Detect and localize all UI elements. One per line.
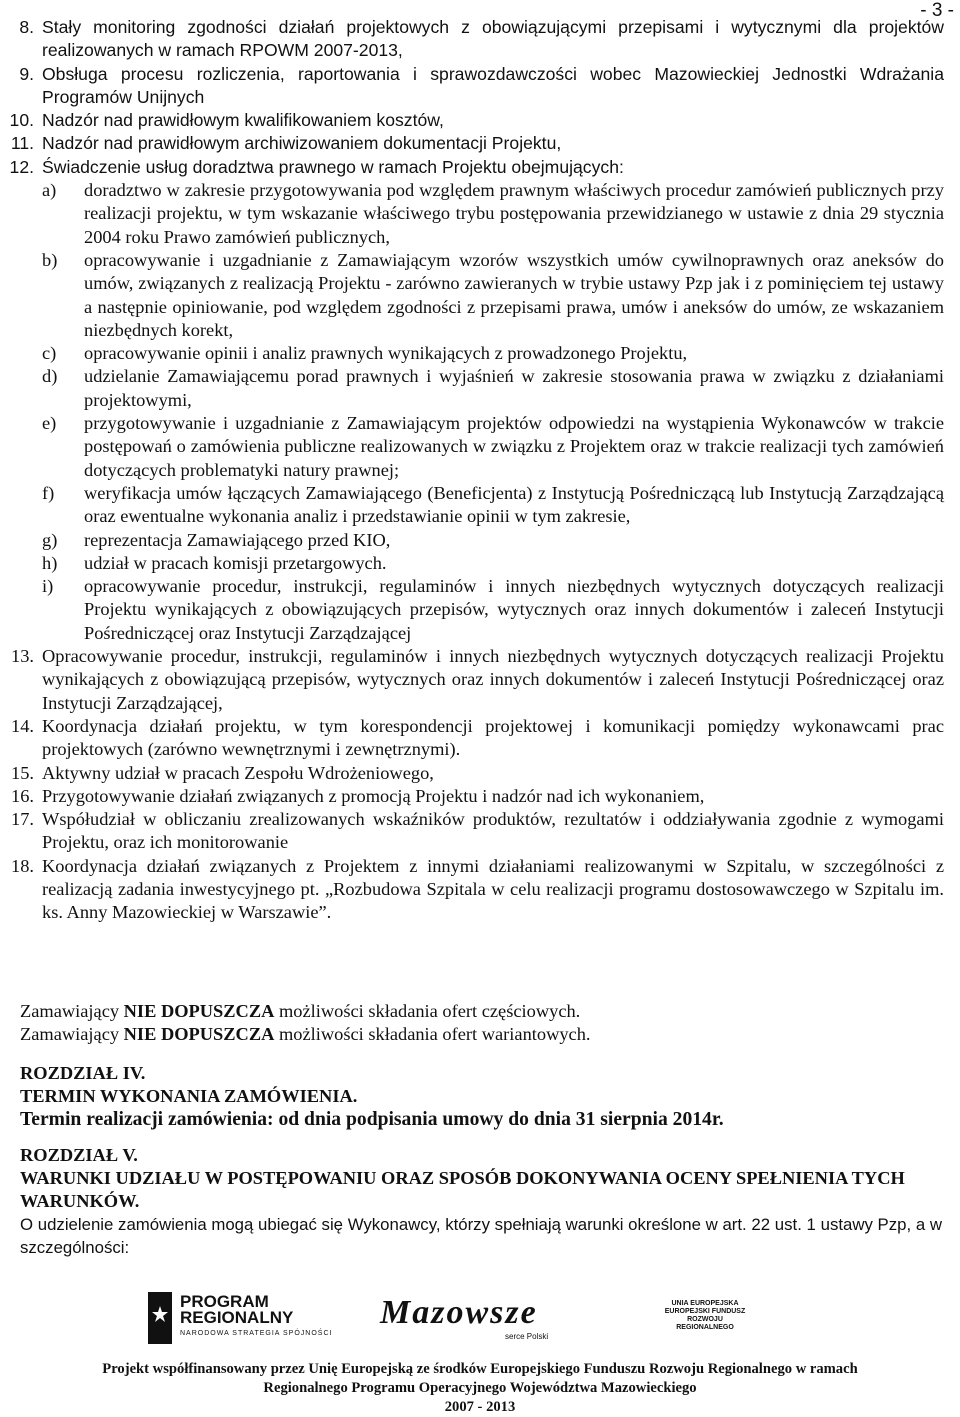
item-text: Nadzór nad prawidłowym kwalifikowaniem kosztów, — [42, 110, 444, 131]
item-number: 17. — [11, 809, 34, 830]
item-number: 8. — [19, 17, 34, 37]
item-number: 10. — [9, 110, 34, 131]
sub-item-text: przygotowywanie i uzgadnianie z Zamawiającym projektów odpowiedzi na wystąpienia Wykonawców w trakcie postępowań o zamówienia publiczne realizowanych w związku z Projektem oraz w trakcie realizacji tych zamówień dotyczących problematyki natury prawnej; — [84, 413, 944, 480]
page-number: - 3 - — [920, 0, 954, 21]
item-number: 18. — [11, 855, 34, 876]
chapter-5-title: WARUNKI UDZIAŁU W POSTĘPOWANIU ORAZ SPOSÓB DOKONYWANIA OCENY SPEŁNIENIA TYCH WARUNKÓW. — [20, 1168, 905, 1211]
list-item — [0, 16, 944, 63]
sub-item-text: opracowywanie i uzgadnianie z Zamawiającym wzorów wszystkich umów cywilnoprawnych oraz aneksów do umów, związanych z realizacją Projektu - zarówno zawieranych w trybie ustawy Pzp jak i z pominięciem tej ustawy a następnie opiniowanie, pod względem zgodności z przepisami prawa, umów i aneksów do umów, ze wskazaniem niezbędnych korekt, — [84, 249, 944, 340]
item-number: 14. — [11, 715, 34, 736]
sub-item-letter: e) — [42, 413, 57, 434]
sub-item-letter: g) — [42, 529, 58, 550]
sub-item-letter: h) — [42, 552, 58, 573]
sub-item-text: opracowywanie procedur, instrukcji, regulaminów i innych niezbędnych wytycznych dotyczących realizacji Projektu wynikających z obowiązujących przepisów, wytycznych oraz innych dokumentów i zaleceń Instytucji Pośredniczącej oraz Instytucji Zarządzającej — [84, 576, 944, 643]
sub-item-letter: i) — [42, 576, 54, 597]
list-item — [0, 855, 944, 925]
sub-item-letter: f) — [42, 482, 55, 503]
item-number: 9. — [19, 63, 34, 84]
footer-logos — [0, 1292, 960, 1352]
flag-icon — [148, 1292, 172, 1344]
sub-item — [0, 529, 944, 552]
sub-item — [0, 249, 944, 342]
list-item — [0, 645, 944, 715]
item-text: Opracowywanie procedur, instrukcji, regulaminów i innych niezbędnych wytycznych dotyczących realizacji Projektu wynikających z obowiązującą przepisów, wytycznych oraz innych dokumentów i zaleceń Instytucji Pośredniczącej oraz Instytucji Zarządzającej, — [42, 646, 944, 713]
sub-item-text: weryfikacja umów łączących Zamawiającego (Beneficjenta) z Instytucją Pośredniczącą lub Instytucją Zarządzającą oraz ewentualne wykonania analiz i przedstawianie opinii w tym zakresie, — [84, 482, 944, 527]
footer-note: Projekt współfinansowany przez Unię Europejską ze środków Europejskiego Funduszu Rozwoju Regionalnego w ramach Regionalnego Programu Operacyjnego Województwa Mazowieckiego 2007 - 2013 — [102, 1361, 858, 1415]
sub-item-text: reprezentacja Zamawiającego przed KIO, — [84, 529, 391, 550]
sub-item-letter: b) — [42, 249, 58, 270]
item-text: Obsługa procesu rozliczenia, raportowania i sprawozdawczości wobec Mazowieckiej Jednostki Wdrażania Programów Unijnych — [42, 63, 944, 107]
list-item — [0, 808, 944, 855]
chapter-5-heading: ROZDZIAŁ V. — [20, 1145, 138, 1165]
eu-logo: UNIA EUROPEJSKA EUROPEJSKI FUNDUSZ ROZWOJU REGIONALNEGO — [664, 1300, 746, 1331]
item-number: 16. — [11, 785, 34, 806]
item-number: 11. — [10, 133, 34, 154]
partial-offers-note: Zamawiający NIE DOPUSZCZA możliwości składania ofert częściowych. — [20, 1001, 581, 1021]
list-item — [0, 156, 944, 179]
item-text: Nadzór nad prawidłowym archiwizowaniem dokumentacji Projektu, — [42, 133, 562, 154]
mazowsze-tagline: serce Polski — [505, 1332, 549, 1341]
item-number: 13. — [11, 646, 34, 667]
mazowsze-logo: Mazowsze — [380, 1294, 538, 1331]
sub-item-text: udzielanie Zamawiającemu porad prawnych i wyjaśnień w zakresie stosowania prawa w związku z działaniami projektowymi, — [84, 366, 944, 410]
sub-item-letter: c) — [42, 343, 57, 364]
chapter-4-title: TERMIN WYKONANIA ZAMÓWIENIA. — [20, 1086, 358, 1106]
item-text: Współudział w obliczaniu zrealizowanych wskaźników produktów, rezultatów i oddziaływania zgodnie z wymogami Projektu, oraz ich monitorowanie — [42, 809, 944, 853]
item-number: 12. — [9, 156, 34, 177]
chapter-4 — [20, 1062, 942, 1131]
list-item — [0, 762, 944, 785]
item-text: Aktywny udział w pracach Zespołu Wdrożeniowego, — [42, 762, 434, 783]
variant-offers-note: Zamawiający NIE DOPUSZCZA możliwości składania ofert wariantowych. — [20, 1024, 591, 1044]
sub-item — [0, 412, 944, 482]
sub-item — [0, 482, 944, 529]
list-item — [0, 132, 944, 155]
sub-item-text: doradztwo w zakresie przygotowywania pod względem prawnym właściwych procedur zamówień publicznych przy realizacji projektu, w tym wskazanie właściwego trybu postępowania przewidzianego w ustawie z dnia 29 stycznia 2004 roku Prawo zamówień publicznych, — [84, 180, 944, 247]
deadline: Termin realizacji zamówienia: od dnia podpisania umowy do dnia 31 sierpnia 2014r. — [20, 1109, 724, 1130]
sub-item — [0, 179, 944, 249]
sub-item — [0, 365, 944, 412]
sub-item-text: opracowywanie opinii i analiz prawnych wynikających z prowadzonego Projektu, — [84, 343, 688, 364]
chapter-5-intro: O udzielenie zamówienia mogą ubiegać się Wykonawcy, którzy spełniają warunki określone w art. 22 ust. 1 ustawy Pzp, a w szczególności: — [20, 1215, 942, 1257]
chapter-5 — [20, 1144, 942, 1259]
chapter-4-heading: ROZDZIAŁ IV. — [20, 1063, 146, 1083]
list-item — [0, 109, 944, 132]
task-list — [0, 16, 944, 925]
sub-item-letter: d) — [42, 366, 58, 387]
item-text: Świadczenie usług doradztwa prawnego w ramach Projektu obejmujących: — [42, 156, 624, 177]
list-item — [0, 63, 944, 110]
sub-item — [0, 342, 944, 365]
sub-item — [0, 552, 944, 575]
program-regionalny-logo: PROGRAM REGIONALNY NARODOWA STRATEGIA SPÓJNOŚCI — [148, 1292, 332, 1344]
item-text: Przygotowywanie działań związanych z promocją Projektu i nadzór nad ich wykonaniem, — [42, 785, 705, 806]
list-item — [0, 785, 944, 808]
sub-item-letter: a) — [42, 180, 57, 201]
list-item — [0, 715, 944, 762]
item-text: Stały monitoring zgodności działań projektowych z obowiązującymi przepisami i wytycznymi dla projektów realizowanych w ramach RPOWM 2007-2013, — [42, 17, 944, 61]
item-text: Koordynacja działań związanych z Projektem z innymi działaniami realizowanymi w Szpitalu, w szczególności z realizacją zadania inwestycyjnego pt. „Rozbudowa Szpitala w celu realizacji programu dostosowawczego w Szpitalu im. ks. Anny Mazowieckiej w Warszawie”. — [42, 855, 944, 923]
item-text: Koordynacja działań projektu, w tym korespondencji projektowej i komunikacji pomiędzy wykonawcami prac projektowych (zarówno wewnętrznymi i zewnętrznymi). — [42, 715, 944, 760]
offers-section — [20, 1000, 942, 1046]
sub-item — [0, 575, 944, 645]
item-number: 15. — [11, 762, 34, 783]
sub-item-text: udział w pracach komisji przetargowych. — [84, 552, 387, 573]
